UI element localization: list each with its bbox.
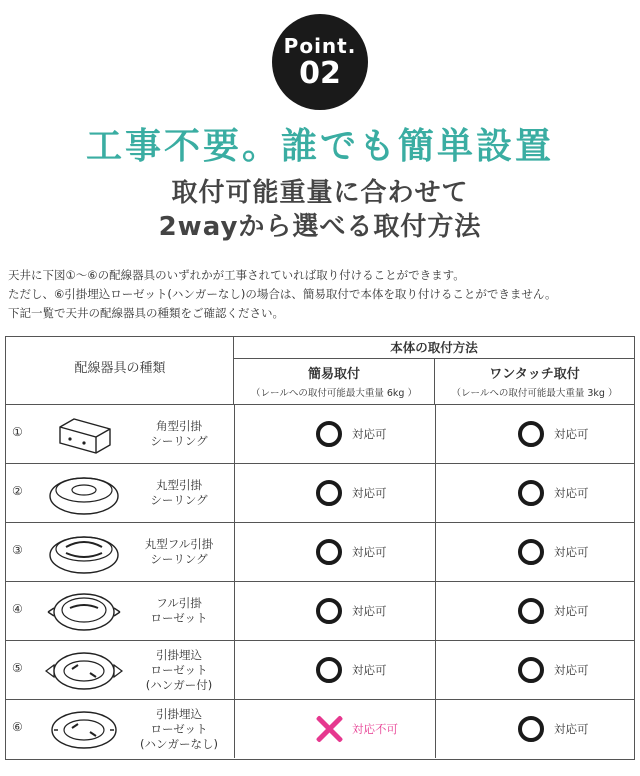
circle-ok-icon (316, 480, 342, 506)
fixture-name-line: ローゼット (150, 662, 208, 677)
note-line-1: 天井に下図①～⑥の配線器具のいずれかが工事されていれば取り付けることができます。 (8, 268, 465, 282)
ceiling-fixture-icon (44, 529, 124, 577)
col-a-title: 簡易取付 (307, 367, 360, 382)
table-row (6, 405, 634, 464)
row-number: ① (12, 425, 23, 439)
ceiling-fixture-icon (44, 706, 124, 754)
cross-ng-icon (316, 716, 342, 742)
simple-mount-cell (316, 405, 387, 463)
ceiling-fixture-icon (44, 411, 124, 459)
simple-mount-status: 対応可 (352, 427, 387, 441)
onetouch-mount-cell (518, 405, 589, 463)
fixture-table (5, 336, 635, 760)
circle-ok-icon (316, 598, 342, 624)
onetouch-mount-status: 対応可 (554, 486, 589, 500)
onetouch-mount-cell (518, 641, 589, 699)
circle-ok-icon (316, 539, 342, 565)
fixture-name (126, 464, 232, 522)
col-header-simple (234, 359, 435, 405)
left-header-label: 配線器具の種類 (74, 361, 166, 376)
fixture-name (126, 523, 232, 581)
fixture-name-line: 丸型フル引掛 (144, 537, 214, 551)
fixture-name-line: 引掛埋込 (156, 706, 202, 721)
circle-ok-icon (518, 657, 544, 683)
fixture-name (126, 641, 232, 699)
simple-mount-status: 対応不可 (352, 722, 398, 736)
headline: 工事不要。誰でも簡単設置 (85, 126, 554, 167)
ceiling-fixture-icon (44, 647, 124, 695)
fixture-name (126, 582, 232, 640)
onetouch-mount-status: 対応可 (554, 604, 589, 618)
fixture-name-line: シーリング (150, 434, 208, 448)
notes (8, 266, 638, 323)
row-number: ④ (12, 602, 23, 616)
simple-mount-status: 対応可 (352, 545, 387, 559)
row-number: ⑤ (12, 661, 23, 675)
row-number: ⑥ (12, 720, 23, 734)
circle-ok-icon (316, 657, 342, 683)
subheadline (0, 176, 640, 244)
simple-mount-status: 対応可 (352, 604, 387, 618)
col-a-sub: （レールへの取付可能最大重量 6kg ） (251, 388, 417, 399)
fixture-name-line: 引掛埋込 (156, 647, 202, 662)
fixture-name (126, 405, 232, 463)
table-row (6, 582, 634, 641)
ceiling-fixture-icon (44, 588, 124, 636)
col-b-sub: （レールへの取付可能最大重量 3kg ） (451, 388, 618, 399)
table-row (6, 464, 634, 523)
circle-ok-icon (518, 598, 544, 624)
badge-point-label: Point. (283, 34, 357, 58)
note-line-3: 下記一覧で天井の配線器具の種類をご確認ください。 (8, 306, 284, 320)
simple-mount-status: 対応可 (352, 486, 387, 500)
fixture-name-line: ローゼット (150, 721, 208, 736)
simple-mount-cell (316, 641, 387, 699)
circle-ok-icon (518, 539, 544, 565)
ceiling-fixture-icon (44, 470, 124, 518)
table-row (6, 700, 634, 759)
fixture-name-line: (ハンガーなし) (140, 736, 218, 751)
circle-ok-icon (518, 480, 544, 506)
fixture-name-line: 丸型引掛 (156, 478, 202, 492)
note-line-2: ただし、⑥引掛埋込ローゼット(ハンガーなし)の場合は、簡易取付で本体を取り付けることができません。 (8, 287, 557, 301)
onetouch-mount-status: 対応可 (554, 545, 589, 559)
table-left-header (6, 337, 234, 405)
subheadline-line-1: 取付可能重量に合わせて (171, 178, 469, 208)
col-b-title: ワンタッチ取付 (489, 367, 580, 382)
onetouch-mount-status: 対応可 (554, 663, 589, 677)
row-number: ② (12, 484, 23, 498)
table-top-header: 本体の取付方法 (234, 337, 634, 359)
point-badge (272, 14, 368, 110)
fixture-name (126, 700, 232, 758)
simple-mount-status: 対応可 (352, 663, 387, 677)
simple-mount-cell (316, 700, 398, 758)
fixture-name-line: シーリング (150, 552, 208, 566)
onetouch-mount-cell (518, 582, 589, 640)
col-header-onetouch (435, 359, 634, 405)
subheadline-line-2: 2wayから選べる取付方法 (158, 212, 482, 242)
onetouch-mount-status: 対応可 (554, 427, 589, 441)
circle-ok-icon (518, 716, 544, 742)
onetouch-mount-cell (518, 464, 589, 522)
onetouch-mount-status: 対応可 (554, 722, 589, 736)
fixture-name-line: フル引掛 (156, 596, 202, 610)
row-number: ③ (12, 543, 23, 557)
onetouch-mount-cell (518, 700, 589, 758)
fixture-name-line: (ハンガー付) (145, 677, 213, 692)
fixture-name-line: シーリング (150, 493, 208, 507)
badge-number: 02 (299, 56, 341, 91)
fixture-name-line: 角型引掛 (156, 419, 202, 433)
table-row (6, 523, 634, 582)
simple-mount-cell (316, 523, 387, 581)
fixture-name-line: ローゼット (150, 611, 208, 625)
circle-ok-icon (518, 421, 544, 447)
simple-mount-cell (316, 464, 387, 522)
circle-ok-icon (316, 421, 342, 447)
onetouch-mount-cell (518, 523, 589, 581)
simple-mount-cell (316, 582, 387, 640)
table-row (6, 641, 634, 700)
